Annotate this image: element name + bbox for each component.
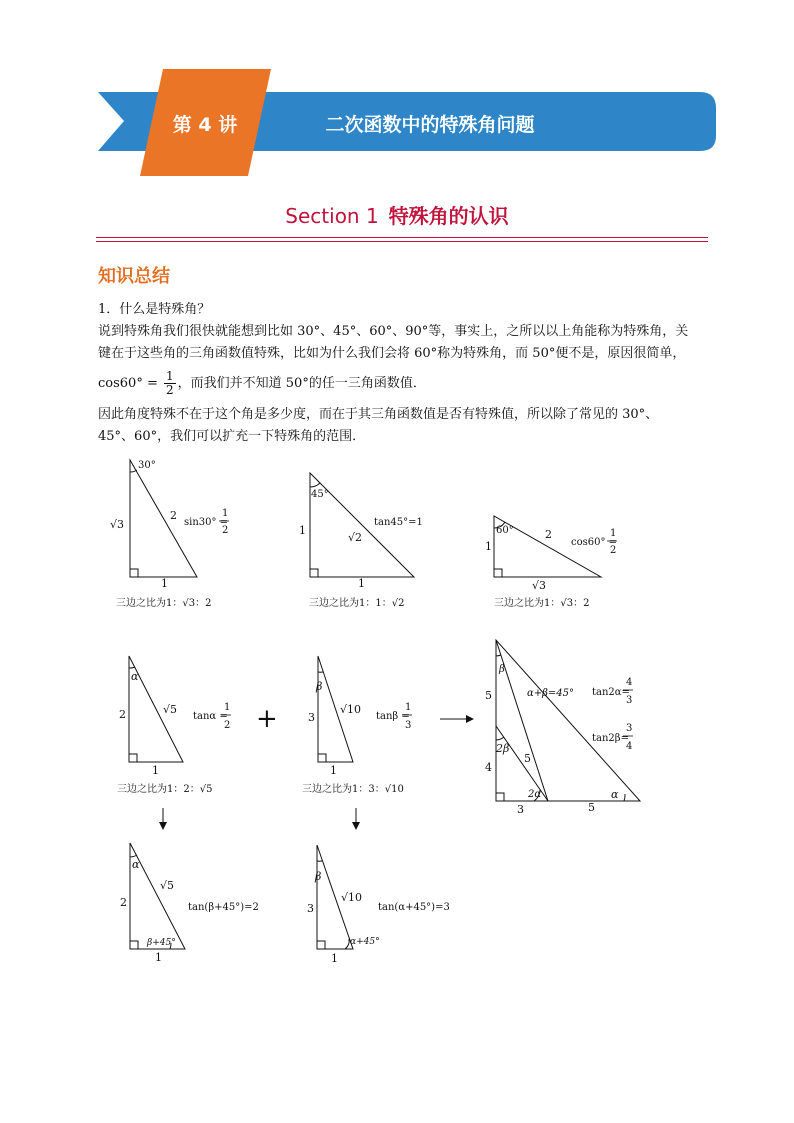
ta2-leg-label: 2: [120, 896, 127, 909]
combo-sum-label: α+β=45°: [527, 688, 575, 699]
combo-two-alpha-label: 2α: [528, 789, 542, 800]
summary-line-3-text: ，而我们并不知道 50°的任一三角函数值．: [177, 376, 426, 391]
ta2-formula: tan(β+45°)=2: [188, 902, 259, 913]
t30-den: 2: [222, 525, 229, 536]
section-label: Section 1: [285, 204, 379, 228]
chapter-title: 二次函数中的特殊角问题: [325, 114, 535, 136]
tb2-formula: tan(α+45°)=3: [378, 902, 450, 913]
tan2alpha-num: 4: [626, 677, 633, 688]
t60-hyp-label: 2: [545, 528, 552, 541]
tb-leg-label: 3: [308, 711, 315, 724]
ta-caption: 三边之比为1：2：√5: [117, 784, 213, 795]
combo-base-right-label: 5: [588, 801, 595, 814]
tan2beta-num: 3: [626, 723, 633, 734]
tb-formula: tanβ =: [376, 711, 410, 722]
t60-den: 2: [610, 545, 617, 556]
t30-hyp-label: 2: [170, 509, 177, 522]
tb-caption: 三边之比为1：3：√10: [302, 784, 404, 795]
t60-formula: cos60° =: [571, 537, 618, 548]
tb2-base-label: 1: [331, 952, 338, 965]
t45-base-label: 1: [358, 577, 365, 590]
t30-base-label: 1: [161, 577, 168, 590]
cos60-label: cos60° =: [98, 376, 158, 391]
t60-num: 1: [610, 528, 617, 539]
ta-base-label: 1: [152, 764, 159, 777]
tan2beta-den: 4: [626, 741, 633, 752]
combo-left-bottom-label: 4: [485, 761, 492, 774]
ta2-base-label: 1: [155, 951, 162, 964]
t45-hyp-label: √2: [348, 531, 363, 544]
combo-alpha-label: α: [611, 788, 619, 801]
t30-formula: sin30° =: [184, 517, 229, 528]
ta2-bottom-angle-label: β+45°: [147, 938, 176, 948]
combo-base-left-label: 3: [517, 803, 524, 816]
t60-leg-label: 1: [485, 540, 492, 553]
fraction-numerator: 1: [166, 369, 174, 383]
t30-leg-label: √3: [110, 518, 125, 531]
t30-caption: 三边之比为1：√3：2: [116, 598, 212, 609]
t60-caption: 三边之比为1：√3：2: [494, 598, 590, 609]
tb-base-label: 1: [330, 764, 337, 777]
summary-line-4: 因此角度特殊不在于这个角是多少度，而在于其三角函数值是否有特殊值，所以除了常见的 30°、: [98, 407, 659, 422]
tb2-leg-label: 3: [307, 902, 314, 915]
tan2beta-formula: tan2β=: [592, 733, 629, 744]
ta2-angle-label: α: [132, 858, 140, 871]
t45-leg-label: 1: [299, 524, 306, 537]
combo-mid-hyp-label: 5: [524, 752, 531, 765]
t45-caption: 三边之比为1：1：√2: [309, 598, 405, 609]
summary-line-1: 说到特殊角我们很快就能想到比如 30°、45°、60°、90°等，事实上，之所以以上角能称为特殊角，关: [98, 324, 689, 339]
ta-angle-label: α: [131, 670, 139, 683]
ta-leg-label: 2: [119, 708, 126, 721]
t30-angle-label: 30°: [138, 460, 156, 471]
ta2-hyp-label: √5: [160, 879, 175, 892]
summary-line-5: 45°、60°，我们可以扩充一下特殊角的范围．: [98, 429, 366, 444]
combo-left-top-label: 5: [485, 689, 492, 702]
tan2alpha-formula: tan2α=: [592, 687, 630, 698]
combo-beta-label: β: [499, 664, 505, 675]
tb-num: 1: [405, 702, 412, 713]
tb2-hyp-label: √10: [341, 891, 363, 904]
ta-den: 2: [224, 720, 231, 731]
t60-angle-label: 60°: [496, 525, 514, 536]
summary-heading: 知识总结: [98, 266, 170, 287]
section-title-text: 特殊角的认识: [388, 204, 509, 228]
tan2alpha-den: 3: [626, 695, 633, 706]
summary-line-2: 键在于这些角的三角函数值特殊，比如为什么我们会将 60°称为特殊角，而 50°便不是，原因很简单，: [98, 346, 686, 361]
plus-sign: +: [256, 704, 278, 734]
question-heading: 1．什么是特殊角？: [98, 302, 211, 317]
t60-base-label: √3: [532, 579, 547, 592]
tb-den: 3: [405, 720, 412, 731]
chapter-label: 第 4 讲: [172, 114, 238, 136]
combo-two-beta-label: 2β: [496, 742, 510, 755]
ta-num: 1: [224, 702, 231, 713]
t45-angle-label: 45°: [311, 489, 329, 500]
combined-figure: [496, 640, 640, 801]
fraction-denominator: 2: [166, 383, 174, 397]
ta-formula: tanα =: [193, 711, 228, 722]
tb-angle-label: β: [316, 680, 323, 693]
tb-hyp-label: √10: [340, 703, 362, 716]
t45-formula: tan45°=1: [374, 517, 423, 528]
t30-num: 1: [222, 508, 229, 519]
tb2-bottom-angle-label: α+45°: [350, 937, 380, 947]
tb2-angle-label: β: [315, 870, 322, 883]
ta-hyp-label: √5: [163, 703, 178, 716]
